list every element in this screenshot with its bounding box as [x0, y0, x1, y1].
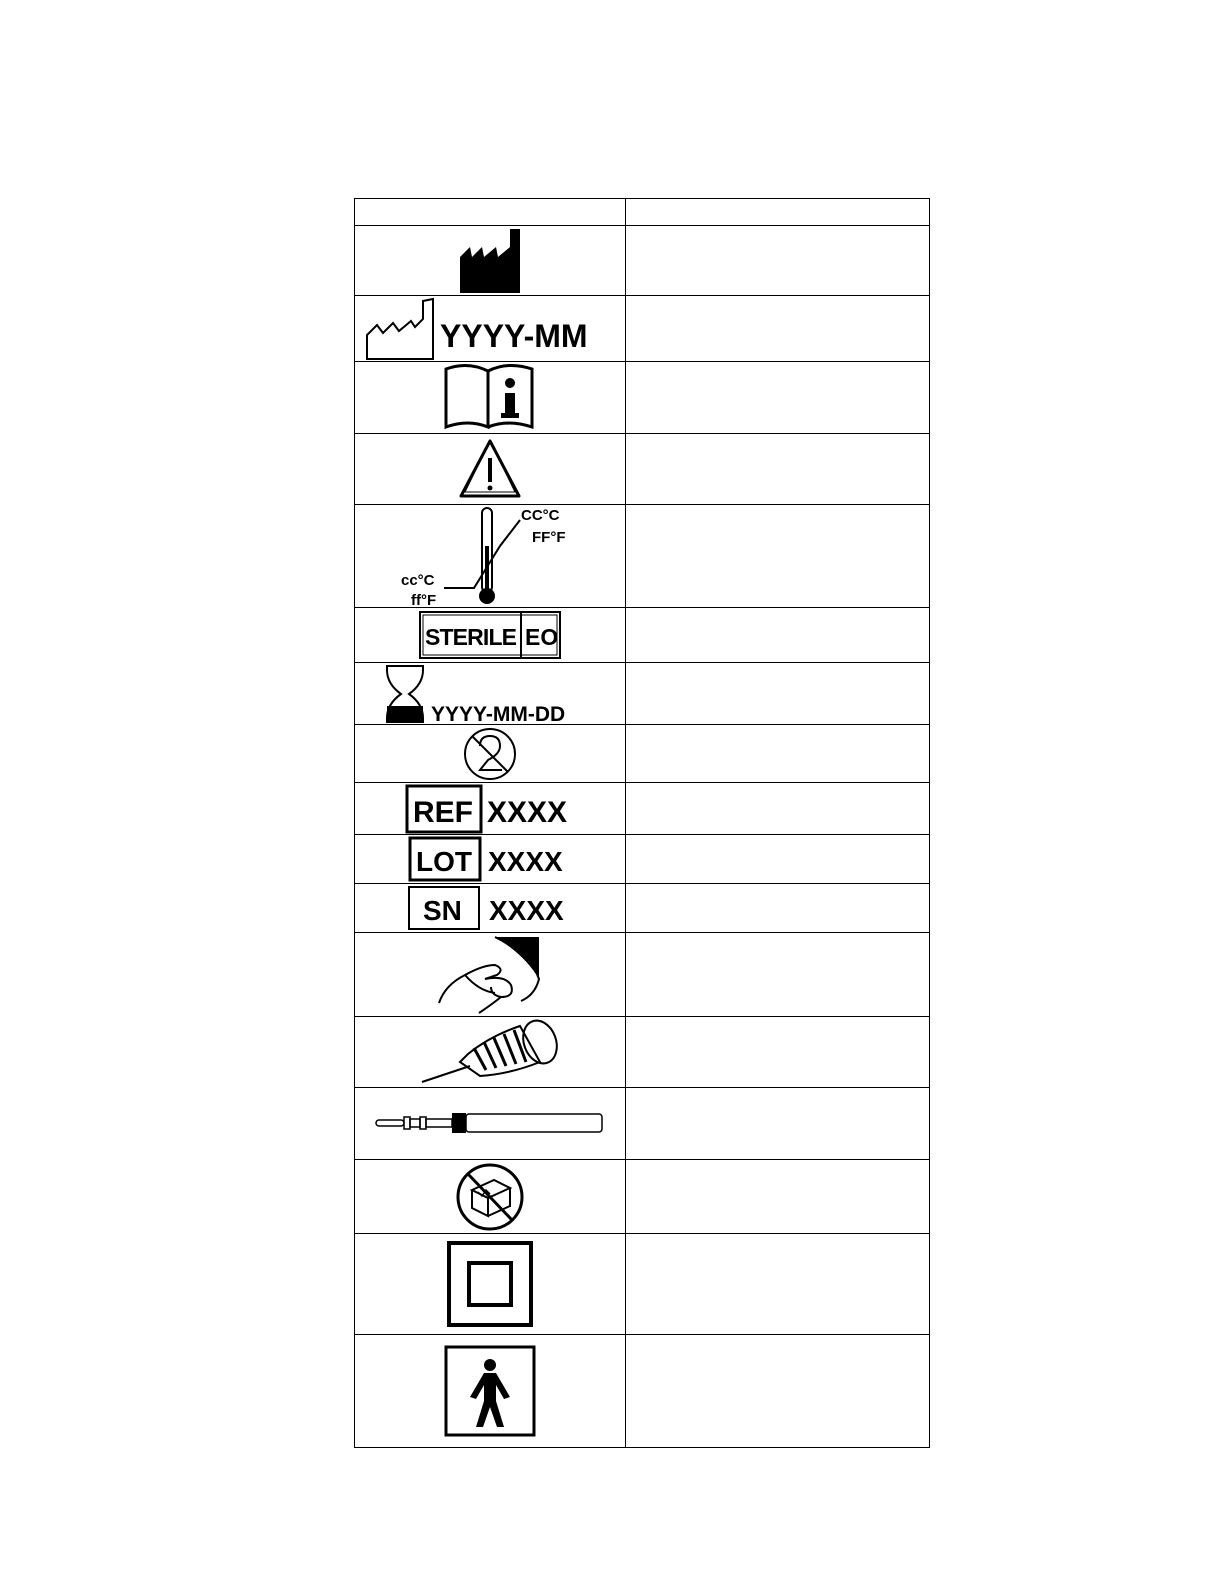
peel-here-icon [435, 935, 545, 1015]
description-cell [626, 933, 930, 1017]
sterile-label: STERILE [425, 624, 517, 650]
header-description [626, 199, 930, 226]
date-of-manufacture-icon [365, 297, 615, 361]
symbol-cell [355, 1088, 626, 1160]
table-row [355, 725, 930, 783]
table-row [355, 884, 930, 933]
table-row [355, 1160, 930, 1234]
table-row [355, 1335, 930, 1448]
eo-label: EO [525, 624, 559, 650]
symbol-cell [355, 226, 626, 296]
manufacturer-icon [450, 227, 530, 295]
symbols-table [354, 198, 930, 1448]
symbol-cell [355, 725, 626, 783]
table-row [355, 1017, 930, 1088]
sterile-eo-icon [418, 610, 562, 660]
sn-value: XXXX [489, 895, 564, 926]
description-cell [626, 1160, 930, 1234]
description-cell [626, 296, 930, 362]
description-cell [626, 1088, 930, 1160]
upper-fahrenheit: FF°F [532, 529, 566, 546]
description-cell [626, 226, 930, 296]
lot-value: XXXX [488, 846, 563, 877]
description-cell [626, 884, 930, 933]
description-cell [626, 434, 930, 505]
table-row [355, 663, 930, 725]
table-row [355, 933, 930, 1017]
symbol-cell [355, 1234, 626, 1335]
description-cell [626, 1335, 930, 1448]
table-row [355, 835, 930, 884]
symbol-cell [355, 1160, 626, 1234]
header-symbol [355, 199, 626, 226]
description-cell [626, 783, 930, 835]
do-not-reuse-icon [462, 726, 518, 782]
ref-icon [405, 784, 575, 834]
do-not-use-if-damaged-icon [454, 1162, 526, 1232]
class-ii-equipment-icon [447, 1241, 533, 1327]
temperature-limit-icon [400, 506, 580, 609]
serial-number-icon [407, 885, 573, 931]
description-cell [626, 663, 930, 725]
upper-celsius: CC°C [521, 507, 560, 524]
type-bf-applied-part-icon [444, 1345, 536, 1437]
symbol-cell [355, 608, 626, 663]
table-row [355, 608, 930, 663]
lower-celsius: cc°C [401, 572, 435, 589]
use-by-date-text: YYYY-MM-DD [431, 702, 566, 726]
manufacture-date-text: YYYY-MM [440, 317, 588, 354]
description-cell [626, 1234, 930, 1335]
consult-instructions-icon [442, 363, 538, 433]
lot-icon [408, 836, 572, 882]
lot-box-label: LOT [416, 846, 472, 877]
table-row [355, 1088, 930, 1160]
symbol-cell [355, 1017, 626, 1088]
lead-connector-icon [374, 1109, 606, 1139]
table-row [355, 434, 930, 505]
use-by-date-icon [385, 664, 595, 724]
symbol-cell [355, 933, 626, 1017]
ref-value: XXXX [487, 795, 568, 829]
symbol-cell [355, 663, 626, 725]
description-cell [626, 608, 930, 663]
description-cell [626, 835, 930, 884]
table-row [355, 1234, 930, 1335]
table-header-row [355, 199, 930, 226]
symbol-cell [355, 1335, 626, 1448]
sn-box-label: SN [423, 895, 462, 926]
lower-fahrenheit: ff°F [411, 592, 437, 609]
torque-wrench-icon [420, 1018, 560, 1086]
caution-icon [458, 438, 522, 500]
table-row [355, 783, 930, 835]
ref-box-label: REF [413, 795, 473, 829]
description-cell [626, 362, 930, 434]
description-cell [626, 505, 930, 608]
table-row [355, 226, 930, 296]
symbol-cell [355, 362, 626, 434]
symbol-cell [355, 783, 626, 835]
table-row [355, 362, 930, 434]
table-row [355, 505, 930, 608]
table-row [355, 296, 930, 362]
symbol-cell [355, 505, 626, 608]
description-cell [626, 725, 930, 783]
symbol-cell [355, 434, 626, 505]
symbol-cell [355, 835, 626, 884]
symbol-cell [355, 884, 626, 933]
description-cell [626, 1017, 930, 1088]
symbol-cell [355, 296, 626, 362]
